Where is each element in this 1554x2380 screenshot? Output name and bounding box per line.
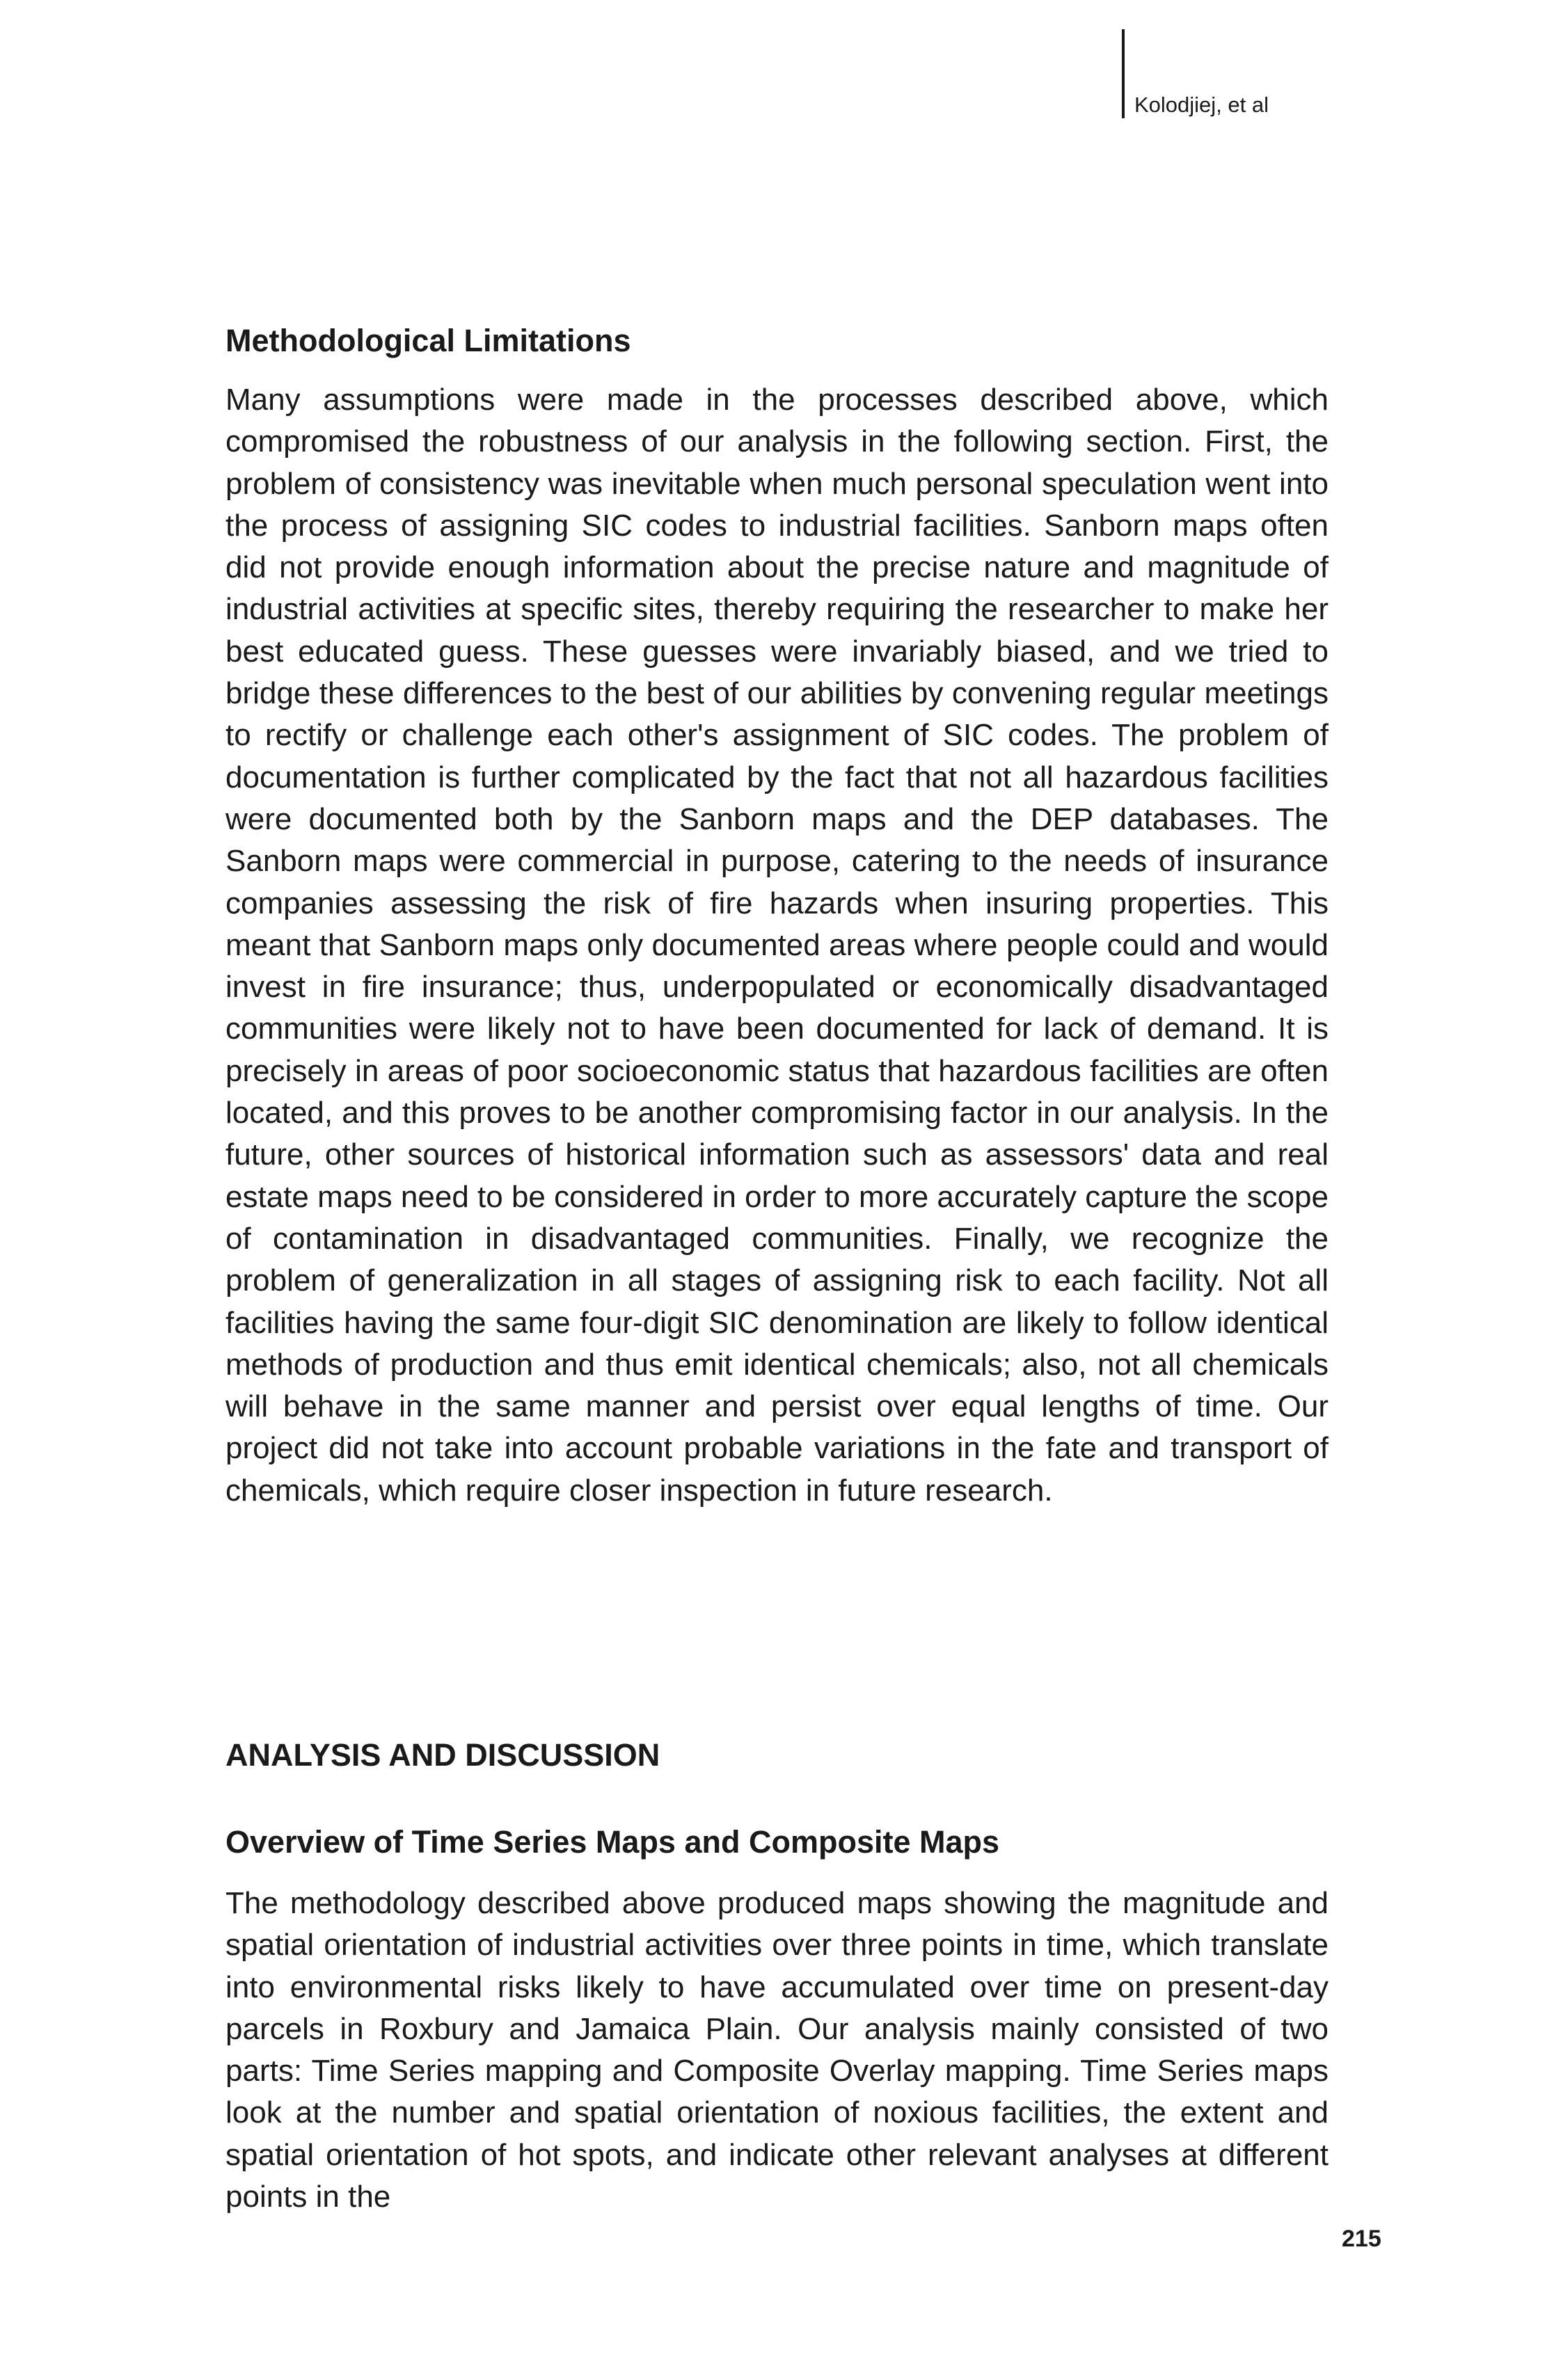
running-head: Kolodjiej, et al (1134, 93, 1269, 117)
header-rule (1122, 29, 1125, 118)
heading-analysis-and-discussion: ANALYSIS AND DISCUSSION (225, 1737, 660, 1773)
heading-methodological-limitations: Methodological Limitations (225, 323, 631, 358)
paragraph-methodological-limitations: Many assumptions were made in the processes described above, which compromised the robustness of our analysis in the following section. First, the problem of consistency was inevitable when much personal speculation went into the process of assigning SIC codes to industrial facilities. Sanborn maps often did not provide enough information about the precise nature and magnitude of industrial activities at specific sites, thereby requiring the researcher to make her best educated guess. These guesses were invariably biased, and we tried to bridge these differences to the best of our abilities by convening regular meetings to rectify or challenge each other's assignment of SIC codes. The problem of documentation is further complicated by the fact that not all hazardous facilities were documented both by the Sanborn maps and the DEP databases. The Sanborn maps were commercial in purpose, catering to the needs of insurance companies assessing the risk of fire hazards when insuring properties. This meant that Sanborn maps only documented areas where people could and would invest in fire insurance; thus, underpopulated or economically disadvantaged communities were likely not to have been documented for lack of demand. It is precisely in areas of poor socioeconomic status that hazardous facilities are often located, and this proves to be another compromising factor in our analysis. In the future, other sources of historical information such as assessors' data and real estate maps need to be considered in order to more accurately capture the scope of contamination in disadvantaged communities. Finally, we recognize the problem of generalization in all stages of assigning risk to each facility. Not all facilities having the same four-digit SIC denomination are likely to follow identical methods of production and thus emit identical chemicals; also, not all chemicals will behave in the same manner and persist over equal lengths of time. Our project did not take into account probable variations in the fate and transport of chemicals, which require closer inspection in future research. (225, 383, 1329, 1508)
page-number: 215 (1342, 2226, 1381, 2252)
paragraph-overview: The methodology described above produced maps showing the magnitude and spatial orientation of industrial activities over three points in time, which translate into environmental risks likely to have accumulated over time on present-day parcels in Roxbury and Jamaica Plain. Our analysis mainly consisted of two parts: Time Series mapping and Composite Overlay mapping. Time Series maps look at the number and spatial orientation of noxious facilities, the extent and spatial orientation of hot spots, and indicate other relevant analyses at different points in the (225, 1886, 1329, 2214)
heading-overview: Overview of Time Series Maps and Composite Maps (225, 1824, 1000, 1860)
